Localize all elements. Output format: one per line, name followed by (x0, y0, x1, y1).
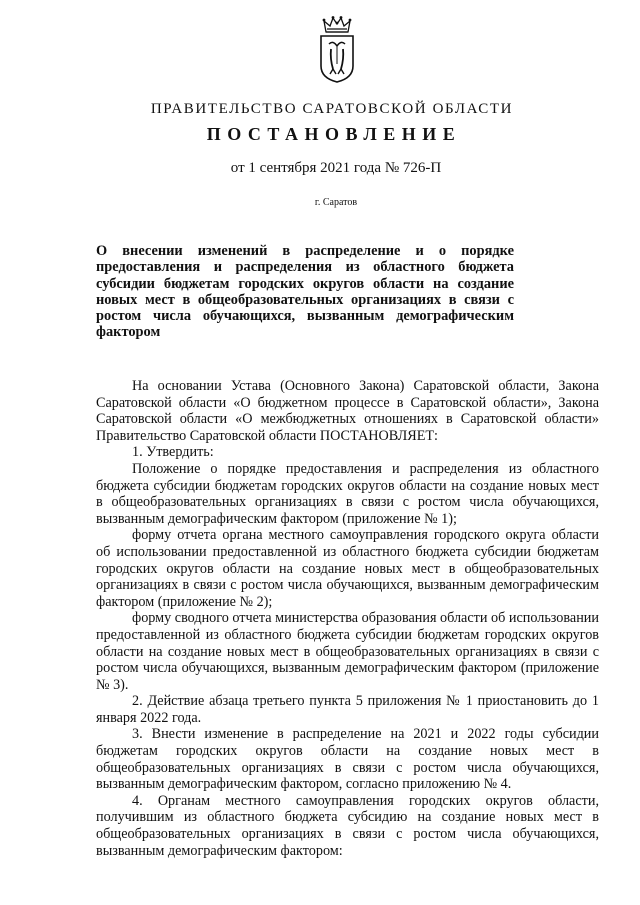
document-heading: О внесении изменений в распределение и о порядке предоставления и распределения из областного бюджета субсидии бюджетам городских округов области на создание новых мест в общеобразовательных организациях в связи с ростом числа обучающихся, вызванным демографическим фактором (96, 243, 514, 341)
paragraph-item-4: 4. Органам местного самоуправления городских округов области, получившим из областного бюджета субсидию на создание новых мест в общеобразовательных организациях в связи с ростом числа обучающихся, вызванным демографическим фактором: (96, 792, 599, 859)
document-type: ПОСТАНОВЛЕНИЕ (206, 124, 462, 144)
paragraph-item-1-summary-report-form: форму сводного отчета министерства образования области об использовании предоставленной из областного бюджета субсидии бюджетам городских округов области на создание новых мест в общеобразовательных организациях в связи с ростом числа обучающихся, вызванным демографическим фактором (приложение № 3). (96, 610, 599, 693)
government-name: ПРАВИТЕЛЬСТВО САРАТОВСКОЙ ОБЛАСТИ (150, 101, 514, 117)
document-city: г. Саратов (314, 197, 358, 208)
document-body (96, 378, 599, 859)
paragraph-item-3: 3. Внести изменение в распределение на 2021 и 2022 годы субсидии бюджетам городских округов области на создание новых мест в общеобразовательных организациях в связи с ростом числа обучающихся, вызванным демографическим фактором, согласно приложению № 4. (96, 726, 599, 793)
paragraph-preamble: На основании Устава (Основного Закона) Саратовской области, Закона Саратовской области «О бюджетном процессе в Саратовской области», Закона Саратовской области «О межбюджетных отношениях в Саратовской области» Правительство Саратовской области ПОСТАНОВЛЯЕТ: (96, 378, 599, 444)
saratov-coat-of-arms-icon (317, 14, 357, 84)
paragraph-item-1: 1. Утвердить: (132, 444, 214, 461)
paragraph-item-1-report-form: форму отчета органа местного самоуправления городского округа области об использовании предоставленной из областного бюджета субсидии бюджетам городских округов области на создание новых мест в общеобразовательных организациях в связи с ростом числа обучающихся, вызванным демографическим фактором (приложение № 2); (96, 527, 599, 610)
paragraph-item-2: 2. Действие абзаца третьего пункта 5 приложения № 1 приостановить до 1 января 2022 года. (96, 693, 599, 726)
document-date-number: от 1 сентября 2021 года № 726-П (230, 160, 442, 176)
paragraph-item-1-position: Положение о порядке предоставления и распределения из областного бюджета субсидии бюджетам городских округов области на создание новых мест в общеобразовательных организациях в связи с ростом числа обучающихся, вызванным демографическим фактором (приложение № 1); (96, 460, 599, 527)
